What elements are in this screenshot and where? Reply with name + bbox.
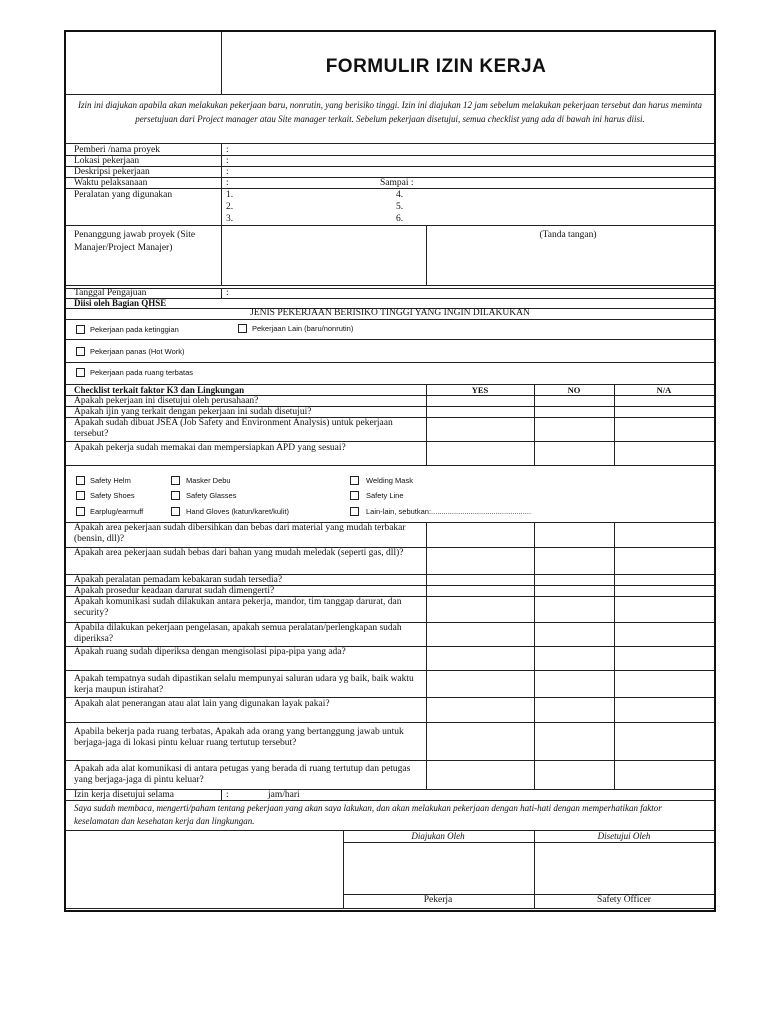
rule — [66, 166, 714, 167]
rule — [66, 288, 714, 289]
rule — [343, 842, 714, 843]
rule — [426, 225, 427, 285]
question-13: Apakah alat penerangan atau alat lain yang digunakan layak pakai? — [74, 699, 330, 709]
label-waktu: Waktu pelaksanaan — [74, 178, 148, 188]
colon: : — [226, 288, 229, 298]
intro-text: Izin ini diajukan apabila akan melakukan pekerjaan baru, nonrutin, yang berisiko tinggi. Izin ini diajukan 12 jam sebelum melakukan pekerjaan tersebut dan harus meminta persetujuan dari Project manager atau Site manager terkait. Sebelum pekerjaan disetujui, semua checklist yang ada di bawah ini harus diisi. — [78, 100, 702, 124]
col-na: N/A — [656, 385, 672, 395]
checkbox-safety-glasses[interactable] — [171, 491, 180, 500]
header-divider — [221, 32, 222, 94]
apd-lain-lain: Lain-lain, sebutkan:................................................ — [366, 507, 532, 516]
rule — [66, 760, 714, 761]
checklist-header: Checklist terkait faktor K3 dan Lingkungan — [74, 385, 245, 395]
list-item: 5. — [396, 202, 404, 212]
colon: : — [226, 790, 229, 800]
question-6: Apakah area pekerjaan sudah bebas dari bahan yang mudah meledak (seperti gas, dll)? — [74, 548, 404, 558]
question-15: Apakah ada alat komunikasi di antara petugas yang berada di ruang tertutup dan petugas yang berjaga-jaga di pintu keluar? — [74, 764, 411, 785]
jenis-ruang-terbatas: Pekerjaan pada ruang terbatas — [90, 368, 193, 377]
checkbox-safety-line[interactable] — [350, 491, 359, 500]
label-lokasi: Lokasi pekerjaan — [74, 156, 140, 166]
rule — [66, 319, 714, 320]
label-penanggung: Penanggung jawab proyek (Site Manajer/Project Manajer) — [74, 230, 196, 253]
question-10: Apabila dilakukan pekerjaan pengelasan, apakah semua peralatan/perlengkapan sudah diperiksa? — [74, 623, 402, 644]
rule — [221, 225, 222, 285]
colon: : — [226, 156, 229, 166]
question-14: Apabila bekerja pada ruang terbatas, Apakah ada orang yang bertanggung jawab untuk berjaga-jaga di lokasi pintu keluar ruang tertutup tersebut? — [74, 727, 404, 748]
question-11: Apakah ruang sudah diperiksa dengan mengisolasi pipa-pipa yang ada? — [74, 647, 346, 657]
jenis-panas: Pekerjaan panas (Hot Work) — [90, 347, 185, 356]
label-safety-officer: Safety Officer — [597, 895, 651, 905]
rule — [66, 800, 714, 801]
question-7: Apakah peralatan pemadam kebakaran sudah tersedia? — [74, 575, 283, 585]
apd-earplug: Earplug/earmuff — [90, 507, 144, 516]
label-sampai: Sampai : — [380, 178, 414, 188]
rule — [66, 670, 714, 671]
apd-safety-shoes: Safety Shoes — [90, 491, 135, 500]
rule — [534, 522, 535, 789]
checkbox-masker-debu[interactable] — [171, 476, 180, 485]
rule — [66, 143, 714, 144]
label-pekerja: Pekerja — [423, 895, 453, 905]
checkbox-hand-gloves[interactable] — [171, 507, 180, 516]
rule — [66, 188, 714, 189]
question-3: Apakah sudah dibuat JSEA (Job Safety and Environment Analysis) untuk pekerjaan tersebut? — [74, 418, 393, 439]
col-no: NO — [567, 385, 581, 395]
checkbox-ruang-terbatas[interactable] — [76, 368, 85, 377]
checkbox-welding-mask[interactable] — [350, 476, 359, 485]
rule — [614, 522, 615, 789]
rule — [614, 384, 615, 465]
checkbox-earplug[interactable] — [76, 507, 85, 516]
apd-safety-line: Safety Line — [366, 491, 404, 500]
col-yes: YES — [471, 385, 489, 395]
rule — [66, 908, 714, 909]
rule — [534, 384, 535, 465]
label-izin-selama: Izin kerja disetujui selama — [74, 790, 174, 800]
question-8: Apakah prosedur keadaan darurat sudah dimengerti? — [74, 586, 275, 596]
question-9: Apakah komunikasi sudah dilakukan antara pekerja, mandor, tim tanggap darurat, dan security? — [74, 597, 402, 618]
rule — [66, 94, 714, 95]
rule — [221, 288, 222, 298]
rule — [66, 225, 714, 226]
rule — [66, 285, 714, 286]
apd-safety-helm: Safety Helm — [90, 476, 131, 485]
rule — [66, 465, 714, 466]
form-title: FORMULIR IZIN KERJA — [325, 56, 547, 77]
rule — [66, 362, 714, 363]
jenis-lain: Pekerjaan Lain (baru/nonrutin) — [252, 324, 354, 333]
rule — [534, 830, 535, 908]
rule — [66, 441, 714, 442]
checkbox-safety-shoes[interactable] — [76, 491, 85, 500]
list-item: 1. — [226, 190, 234, 200]
list-item: 3. — [226, 214, 234, 224]
label-tanda-tangan: (Tanda tangan) — [539, 230, 597, 240]
statement-text: Saya sudah membaca, mengerti/paham tentang pekerjaan yang akan saya lakukan, dan akan melakukan pekerjaan dengan hati-hati dengan memperhatikan faktor keselamatan dan kesehatan kerja dan lingkungan. — [74, 803, 662, 826]
list-item: 4. — [396, 190, 404, 200]
checkbox-ketinggian[interactable] — [76, 325, 85, 334]
colon: : — [226, 145, 229, 155]
apd-safety-glasses: Safety Glasses — [186, 491, 237, 500]
rule — [66, 697, 714, 698]
rule — [221, 143, 222, 225]
label-tanggal: Tanggal Pengajuan — [74, 288, 147, 298]
question-2: Apakah ijin yang terkait dengan pekerjaan ini sudah disetujui? — [74, 407, 312, 417]
label-diajukan: Diajukan Oleh — [411, 831, 465, 841]
rule — [221, 789, 222, 800]
permit-form — [64, 30, 716, 912]
checkbox-lain[interactable] — [238, 324, 247, 333]
question-4: Apakah pekerja sudah memakai dan mempersiapkan APD yang sesuai? — [74, 443, 346, 453]
rule — [426, 522, 427, 789]
label-pemberi: Pemberi /nama proyek — [74, 145, 161, 155]
colon: : — [226, 167, 229, 177]
question-5: Apakah area pekerjaan sudah dibersihkan dan bebas dari material yang mudah terbakar (bensin, dll)? — [74, 523, 406, 544]
rule — [66, 722, 714, 723]
rule — [66, 155, 714, 156]
label-peralatan: Peralatan yang digunakan — [74, 190, 173, 200]
list-item: 2. — [226, 202, 234, 212]
label-disetujui: Disetujui Oleh — [597, 831, 651, 841]
question-1: Apakah pekerjaan ini disetujui oleh perusahaan? — [74, 396, 259, 406]
label-deskripsi: Deskripsi pekerjaan — [74, 167, 150, 177]
jenis-header: JENIS PEKERJAAN BERISIKO TINGGI YANG INGIN DILAKUKAN — [250, 308, 530, 318]
rule — [343, 830, 344, 908]
checkbox-lain-lain[interactable] — [350, 507, 359, 516]
colon: : — [226, 178, 229, 188]
checkbox-panas[interactable] — [76, 347, 85, 356]
list-item: 6. — [396, 214, 404, 224]
checkbox-safety-helm[interactable] — [76, 476, 85, 485]
rule — [426, 384, 427, 465]
apd-hand-gloves: Hand Gloves (katun/karet/kulit) — [186, 507, 289, 516]
apd-welding-mask: Welding Mask — [366, 476, 413, 485]
jenis-ketinggian: Pekerjaan pada ketinggian — [90, 325, 179, 334]
rule — [66, 339, 714, 340]
label-qhse: Diisi oleh Bagian QHSE — [74, 298, 167, 308]
label-jam-hari: jam/hari — [268, 790, 300, 800]
question-12: Apakah tempatnya sudah dipastikan selalu mempunyai saluran udara yg baik, baik waktu kerja maupun istirahat? — [74, 674, 414, 695]
apd-masker-debu: Masker Debu — [186, 476, 231, 485]
